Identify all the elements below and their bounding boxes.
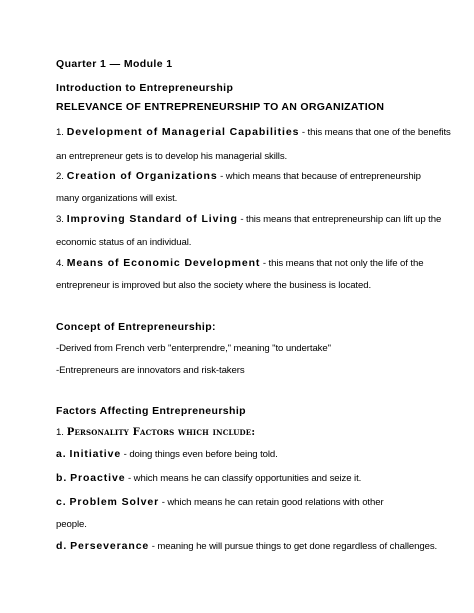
item-description: - which means he can retain good relations with other bbox=[159, 497, 384, 508]
relevance-title: RELEVANCE OF ENTREPRENEURSHIP TO AN ORGANIZATION bbox=[56, 101, 385, 113]
item-description: - which means that because of entrepreneurship bbox=[217, 171, 421, 182]
item-description: - this means that not only the life of the bbox=[260, 258, 424, 269]
item-term: Problem Solver bbox=[69, 496, 160, 508]
relevance-item-3 bbox=[56, 213, 441, 226]
relevance-item-3-continuation: economic status of an individual. bbox=[56, 237, 192, 248]
item-letter: d. bbox=[56, 540, 68, 552]
item-description: - this means that one of the benefits bbox=[299, 127, 451, 138]
item-number: 3. bbox=[56, 214, 64, 225]
item-term: Initiative bbox=[69, 448, 122, 460]
concept-line-1: -Derived from French verb "enterprendre," meaning "to undertake" bbox=[56, 343, 331, 354]
item-description: - which means he can classify opportunities and seize it. bbox=[125, 473, 362, 484]
relevance-item-1-continuation: an entrepreneur gets is to develop his managerial skills. bbox=[56, 151, 288, 162]
intro-heading: Introduction to Entrepreneurship bbox=[56, 82, 234, 94]
factors-subheading bbox=[56, 426, 255, 439]
item-description: - meaning he will pursue things to get done regardless of challenges. bbox=[149, 541, 438, 552]
relevance-item-4-continuation: entrepreneur is improved but also the society where the business is located. bbox=[56, 280, 372, 291]
relevance-item-4 bbox=[56, 257, 423, 270]
item-term: Improving Standard of Living bbox=[66, 213, 238, 225]
factor-item-c bbox=[56, 496, 384, 509]
item-letter: c. bbox=[56, 496, 67, 508]
item-description: - doing things even before being told. bbox=[121, 449, 278, 460]
factor-item-a bbox=[56, 448, 278, 461]
factor-item-d bbox=[56, 540, 437, 553]
relevance-item-2 bbox=[56, 170, 421, 183]
item-term: Development of Managerial Capabilities bbox=[66, 126, 300, 138]
quarter-heading: Quarter 1 — Module 1 bbox=[56, 58, 173, 70]
concept-heading: Concept of Entrepreneurship: bbox=[56, 321, 216, 333]
item-description: - this means that entrepreneurship can lift up the bbox=[237, 214, 442, 225]
item-letter: b. bbox=[56, 472, 68, 484]
factor-item-b bbox=[56, 472, 361, 485]
relevance-item-2-continuation: many organizations will exist. bbox=[56, 193, 178, 204]
item-number: 1. bbox=[56, 127, 64, 138]
item-term: Creation of Organizations bbox=[66, 170, 218, 182]
item-term: Perseverance bbox=[70, 540, 150, 552]
item-number: 4. bbox=[56, 258, 64, 269]
relevance-item-1 bbox=[56, 126, 451, 139]
item-term: Means of Economic Development bbox=[66, 257, 261, 269]
factor-item-c-continuation: people. bbox=[56, 519, 87, 530]
item-term: Proactive bbox=[70, 472, 126, 484]
factors-heading: Factors Affecting Entrepreneurship bbox=[56, 405, 246, 417]
concept-line-2: -Entrepreneurs are innovators and risk-takers bbox=[56, 365, 245, 376]
subheading-label: Personality Factors which include: bbox=[66, 427, 256, 438]
item-number: 2. bbox=[56, 171, 64, 182]
subheading-number: 1. bbox=[56, 427, 64, 438]
item-letter: a. bbox=[56, 448, 67, 460]
